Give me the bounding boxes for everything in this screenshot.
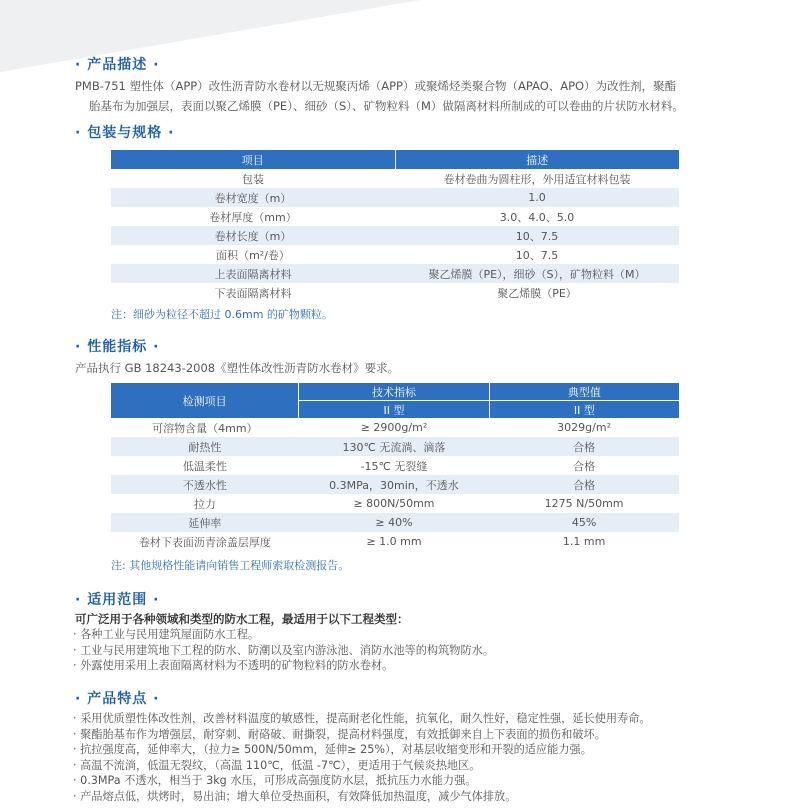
list-item: · 工业与民用建筑地下工程的防水、防潮以及室内游泳池、消防水池等的构筑物防水。 [73, 643, 495, 657]
table-row [111, 188, 679, 207]
list-item: · 聚酯胎基布作为增强层，耐穿刺、耐硌破、耐撕裂，提高材料强度，有效抵御来自上下表面的损伤和破坏。 [73, 727, 606, 741]
description-line-2: 胎基布为加强层，表面以聚乙烯膜（PE）、细砂（S）、矿物粒料（M）做隔离材料所制成的可以卷曲的片状防水材料。 [89, 99, 684, 113]
table-row [111, 418, 679, 437]
section-title-packing: · 包装与规格 · [75, 125, 175, 141]
performance-table [111, 383, 679, 551]
perf-typical: 1275 N/50mm [544, 497, 624, 510]
scope-lead: 可广泛用于各种领域和类型的防水工程，最适用于以下工程类型： [75, 612, 409, 626]
section-title-features: · 产品特点 · [75, 691, 160, 707]
packing-desc: 10、7.5 [515, 248, 559, 262]
perf-item: 卷材下表面沥青涂盖层厚度 [138, 535, 271, 549]
perf-subheader-typical: II 型 [489, 401, 679, 419]
packing-desc: 10、7.5 [395, 226, 679, 245]
packing-desc: 卷材卷曲为圆柱形，外用适宜材料包装 [443, 172, 631, 186]
perf-typical: 3029g/m² [557, 421, 611, 434]
perf-typical: 合格 [489, 475, 679, 494]
packing-item: 卷材宽度（m） [111, 188, 395, 207]
section-title-performance: · 性能指标 · [75, 339, 160, 355]
perf-spec: -15℃ 无裂缝 [360, 459, 428, 473]
table-row [111, 169, 679, 188]
list-item: · 外露使用采用上表面隔离材料为不透明的矿物粒料的防水卷材。 [73, 659, 394, 673]
description-line-1: PMB-751 塑性体（APP）改性沥青防水卷材以无规聚丙烯（APP）或聚烯烃类聚合物（APAO、APO）为改性剂，聚酯 [75, 79, 677, 93]
features-list [73, 711, 651, 805]
scope-list [73, 627, 494, 674]
perf-header-typical: 典型值 [489, 383, 679, 401]
description-text [75, 76, 715, 116]
packing-header-item: 项目 [111, 150, 395, 169]
packing-desc: 聚乙烯膜（PE），细砂（S），矿物粒料（M） [395, 264, 679, 283]
perf-spec: ≥ 1.0 mm [366, 535, 422, 548]
packing-item: 卷材厚度（mm） [209, 210, 297, 224]
perf-item: 延伸率 [111, 513, 299, 532]
perf-subheader-spec: II 型 [299, 401, 489, 419]
list-item: · 各种工业与民用建筑屋面防水工程。 [73, 628, 260, 641]
table-row [111, 532, 679, 551]
list-item: · 高温不流淌，低温无裂纹，（高温 110℃，低温 -7℃），更适用于气候炎热地区。 [73, 758, 481, 772]
table-row [111, 475, 679, 494]
list-item: · 产品熔点低，烘烤时，易出油；增大单位受热面积，有效降低加热温度，减少气体排放。 [73, 789, 517, 803]
table-row [111, 245, 679, 264]
table-row [111, 437, 679, 456]
table-row [111, 456, 679, 475]
section-title-scope: · 适用范围 · [75, 592, 160, 608]
perf-item: 耐热性 [111, 437, 299, 456]
perf-spec: ≥ 2900g/m² [360, 421, 428, 434]
packing-item: 面积（m²/卷） [216, 248, 290, 262]
table-row [111, 283, 679, 302]
packing-desc: 3.0、4.0、5.0 [499, 210, 575, 224]
packing-item: 卷材长度（m） [111, 226, 395, 245]
table-row [111, 264, 679, 283]
perf-header-item: 检测项目 [111, 383, 299, 418]
packing-item: 下表面隔离材料 [214, 286, 292, 300]
performance-note: 注: 其他规格性能请向销售工程师索取检测报告。 [111, 559, 350, 572]
perf-item: 可溶物含量（4mm） [152, 421, 258, 435]
perf-typical: 45% [489, 513, 679, 532]
table-row [111, 226, 679, 245]
table-row [111, 207, 679, 226]
section-title-description: · 产品描述 · [75, 57, 160, 73]
perf-item: 拉力 [193, 497, 216, 511]
packing-item: 上表面隔离材料 [111, 264, 395, 283]
packing-desc: 聚乙烯膜（PE） [497, 286, 577, 300]
perf-spec: 130℃ 无流淌、滴落 [299, 437, 489, 456]
packing-header-desc: 描述 [395, 150, 679, 169]
packing-table [111, 150, 679, 302]
table-row [111, 494, 679, 513]
table-row [111, 513, 679, 532]
perf-spec: ≥ 800N/50mm [353, 497, 435, 510]
perf-spec: 0.3MPa，30min，不透水 [299, 475, 489, 494]
packing-item: 包装 [242, 172, 264, 186]
perf-header-spec: 技术指标 [299, 383, 489, 401]
list-item: · 抗拉强度高，延伸率大，（拉力≥ 500N/50mm，延伸≥ 25%），对基层收缩变形和开裂的适应能力强。 [73, 743, 592, 757]
performance-standard: 产品执行 GB 18243-2008《塑性体改性沥青防水卷材》要求。 [75, 361, 400, 375]
list-item: · 采用优质塑性体改性剂，改善材料温度的敏感性，提高耐老化性能，抗氧化，耐久性好，稳定性强，延长使用寿命。 [73, 712, 651, 725]
perf-spec: ≥ 40% [299, 513, 489, 532]
perf-item: 低温柔性 [182, 459, 227, 473]
perf-typical: 合格 [489, 437, 679, 456]
list-item: · 0.3MPa 不透水，相当于 3kg 水压，可形成高强度防水层，抵抗压力水能力强。 [73, 774, 477, 788]
perf-typical: 合格 [573, 459, 596, 473]
perf-item: 不透水性 [111, 475, 299, 494]
perf-typical: 1.1 mm [562, 535, 606, 548]
packing-note: 注：细砂为粒径不超过 0.6mm 的矿物颗粒。 [111, 308, 333, 321]
packing-desc: 1.0 [395, 188, 679, 207]
